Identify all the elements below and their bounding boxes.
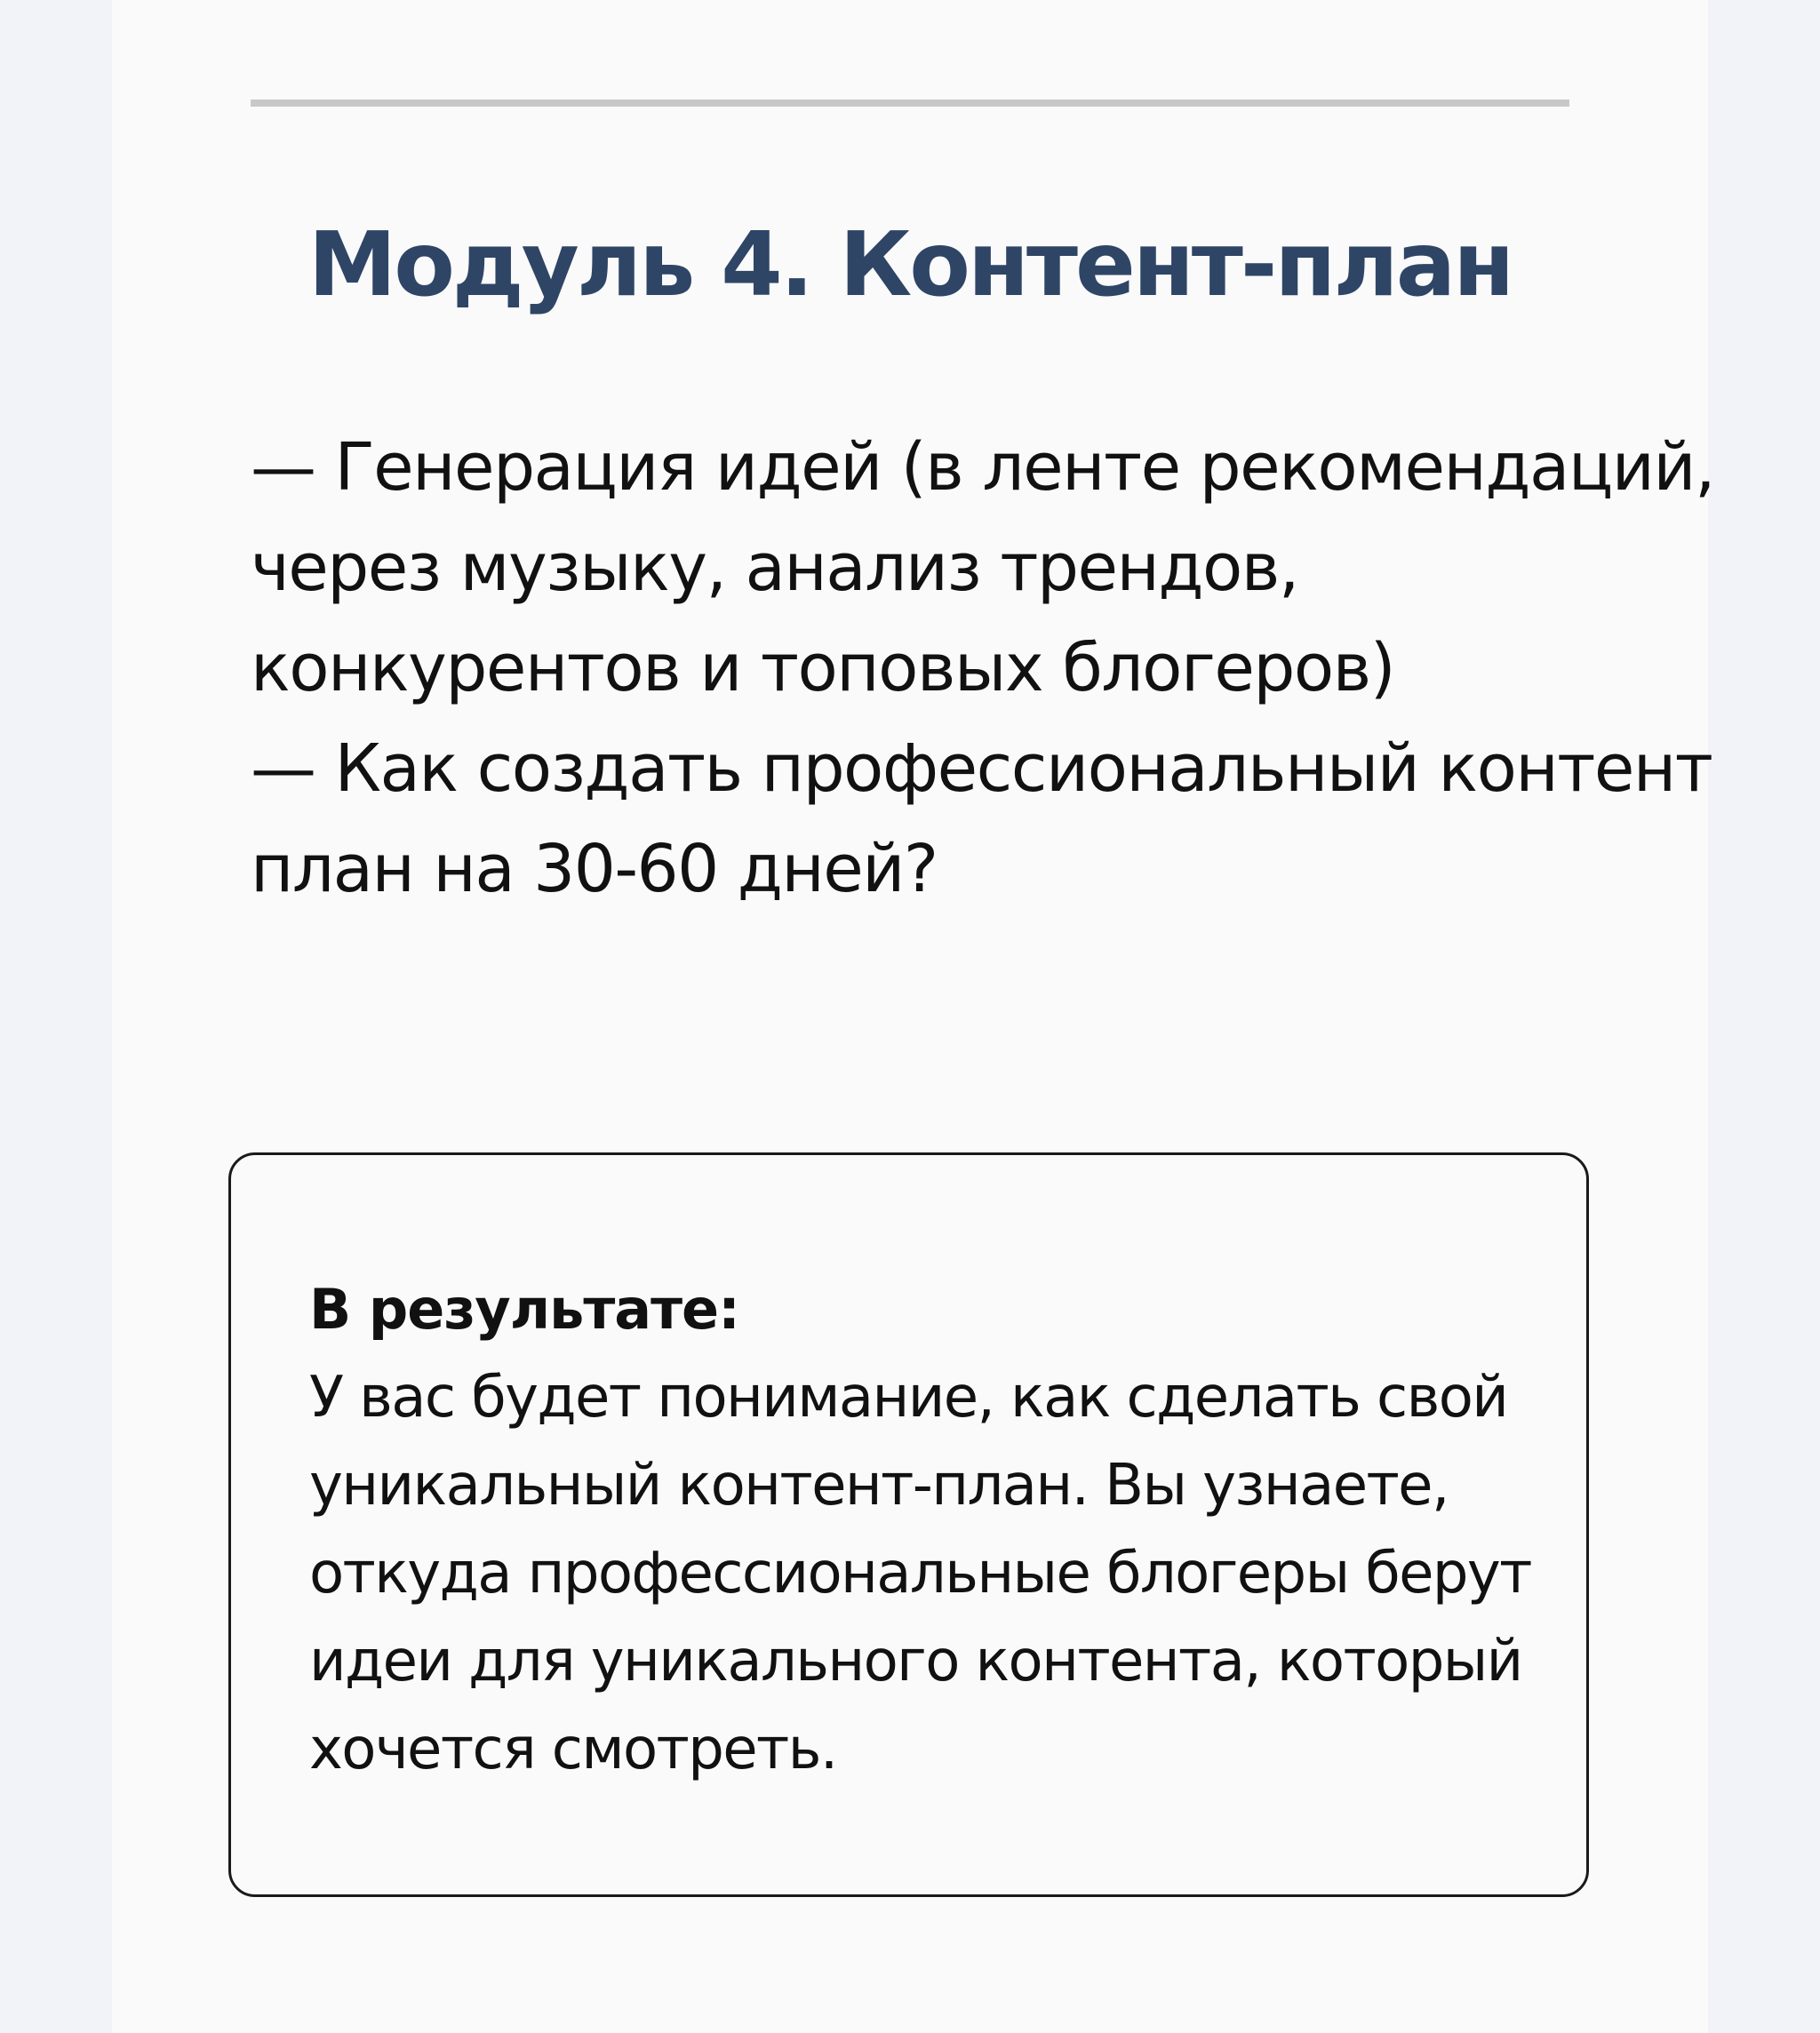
topic-item-content-plan: — Как создать профессиональный контент план на 30-60 дней? xyxy=(251,730,1712,907)
result-heading: В результате: xyxy=(309,1277,739,1342)
topic-item-idea-generation: — Генерация идей (в ленте рекомендаций, через музыку, анализ трендов, конкурентов и топовых блогеров) xyxy=(251,429,1714,706)
result-box xyxy=(228,1152,1589,1897)
result-text: У вас будет понимание, как сделать свой уникальный контент-план. Вы узнаете, откуда профессиональные блогеры берут идеи для уникального контента, который хочется смотреть. xyxy=(309,1365,1531,1782)
top-divider xyxy=(251,100,1569,107)
module-topics-list xyxy=(251,418,1726,920)
module-page xyxy=(112,0,1714,2033)
module-title: Модуль 4. Контент-план xyxy=(307,212,1513,316)
